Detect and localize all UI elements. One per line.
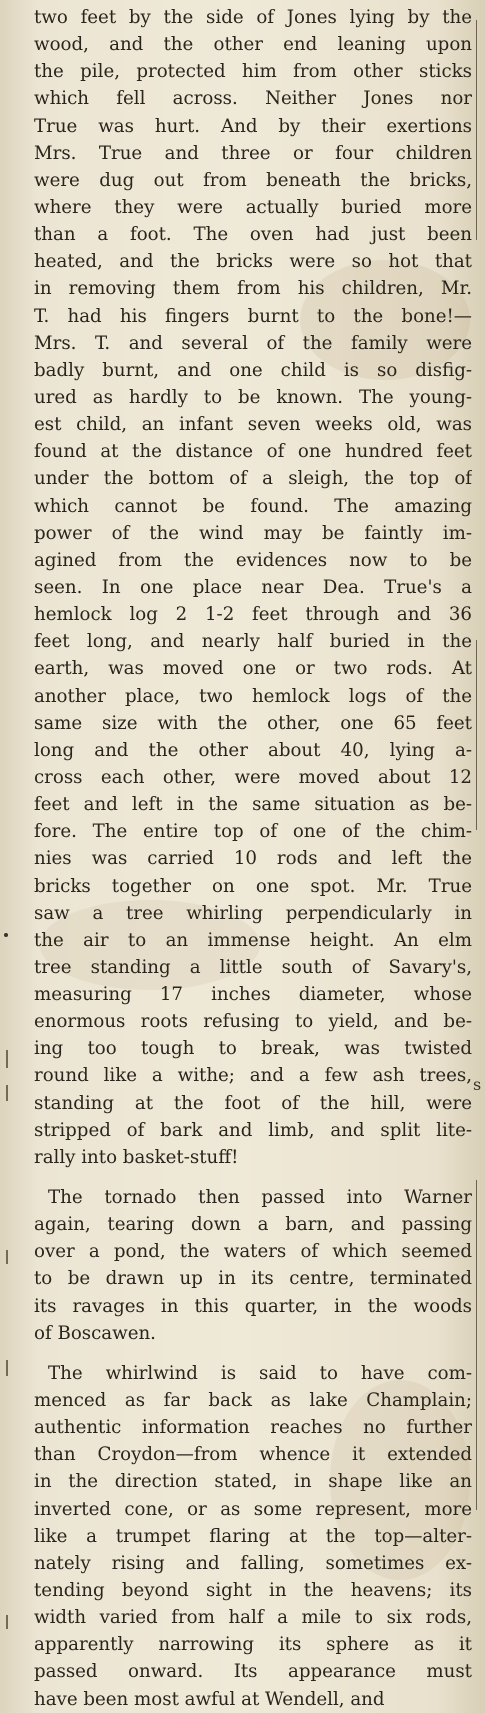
column-rule: [476, 20, 477, 240]
paragraph-gap: [34, 1347, 472, 1360]
text-line: hemlock log 2 1-2 feet through and 36: [34, 604, 472, 626]
gutter-mark: [6, 1050, 8, 1068]
text-line: rally into basket-stuff!: [34, 1146, 239, 1168]
text-line: than a foot. The oven had just been: [34, 224, 472, 246]
text-line: power of the wind may be faintly im-: [34, 522, 472, 544]
text-line: two feet by the side of Jones lying by the: [34, 7, 472, 28]
text-line: The whirlwind is said to have com-: [48, 1362, 472, 1384]
text-line: authentic information reaches no further: [34, 1417, 472, 1439]
text-line: measuring 17 inches diameter, whose: [34, 984, 472, 1006]
text-line: ing too tough to break, was twisted: [34, 1038, 472, 1060]
text-line: cross each other, were moved about 12: [34, 766, 472, 788]
paragraph: [34, 4, 472, 1171]
text-line: like a trumpet flaring at the top—alter-: [34, 1525, 472, 1547]
text-line: which fell across. Neither Jones nor: [34, 88, 472, 110]
text-line: wood, and the other end leaning upon: [34, 34, 472, 56]
text-line: apparently narrowing its sphere as it: [34, 1634, 472, 1656]
text-line: which cannot be found. The amazing: [34, 495, 472, 517]
margin-glyph: s: [473, 1075, 482, 1094]
text-line: heated, and the bricks were so hot that: [34, 251, 472, 273]
text-line: over a pond, the waters of which seemed: [34, 1241, 472, 1263]
text-line: ured as hardly to be known. The young-: [34, 386, 472, 408]
text-line: True was hurt. And by their exertions: [34, 115, 472, 137]
text-line: in the direction stated, in shape like an: [34, 1471, 472, 1493]
text-line: standing at the foot of the hill, were: [34, 1092, 472, 1114]
text-line: were dug out from beneath the bricks,: [34, 169, 472, 191]
text-line: est child, an infant seven weeks old, was: [34, 414, 472, 436]
column-rule: [476, 640, 477, 830]
text-line: in removing them from his children, Mr.: [34, 278, 472, 300]
text-line: to be drawn up in its centre, terminated: [34, 1268, 472, 1290]
text-line: nately rising and falling, sometimes ex-: [34, 1552, 472, 1574]
gutter-mark: [6, 1360, 8, 1376]
gutter-mark: [6, 1250, 8, 1264]
paragraph: [34, 1360, 472, 1713]
text-line: seen. In one place near Dea. True's a: [34, 576, 472, 598]
text-line: passed onward. Its appearance must: [34, 1661, 472, 1683]
text-line: badly burnt, and one child is so disfig-: [34, 359, 472, 381]
text-line: of Boscawen.: [34, 1322, 156, 1344]
text-line: bricks together on one spot. Mr. True: [34, 875, 472, 897]
article-column: [34, 4, 472, 1710]
text-line: fore. The entire top of one of the chim-: [34, 821, 472, 843]
text-line: The tornado then passed into Warner: [48, 1187, 472, 1209]
text-line: again, tearing down a barn, and passing: [34, 1214, 472, 1236]
text-line: feet long, and nearly half buried in the: [34, 631, 472, 653]
gutter-mark: [6, 1615, 8, 1629]
text-line: saw a tree whirling perpendicularly in: [34, 902, 472, 924]
text-line: its ravages in this quarter, in the woods: [34, 1295, 472, 1317]
text-line: tending beyond sight in the heavens; its: [34, 1580, 472, 1602]
column-rule: [476, 1180, 477, 1510]
text-line: than Croydon—from whence it extended: [34, 1444, 472, 1466]
text-line: tree standing a little south of Savary's,: [34, 956, 472, 978]
paragraph: [34, 1184, 472, 1347]
text-line: width varied from half a mile to six rods,: [34, 1607, 472, 1629]
text-line: have been most awful at Wendell, and: [34, 1688, 385, 1710]
text-line: inverted cone, or as some represent, more: [34, 1498, 472, 1520]
text-line: round like a withe; and a few ash trees,: [34, 1065, 472, 1087]
text-line: T. had his fingers burnt to the bone!—: [34, 305, 472, 327]
text-line: Mrs. T. and several of the family were: [34, 332, 472, 354]
paragraph-gap: [34, 1171, 472, 1184]
text-line: enormous roots refusing to yield, and be-: [34, 1011, 472, 1033]
text-line: nies was carried 10 rods and left the: [34, 848, 472, 870]
text-line: another place, two hemlock logs of the: [34, 685, 472, 707]
gutter-mark: [6, 1085, 8, 1101]
text-line: menced as far back as lake Champlain;: [34, 1390, 472, 1412]
text-line: feet and left in the same situation as be-: [34, 794, 472, 816]
margin-dot: [4, 933, 8, 937]
text-line: same size with the other, one 65 feet: [34, 712, 472, 734]
text-line: agined from the evidences now to be: [34, 549, 472, 571]
text-line: under the bottom of a sleigh, the top of: [34, 468, 472, 490]
text-line: found at the distance of one hundred feet: [34, 441, 472, 463]
text-line: the air to an immense height. An elm: [34, 929, 472, 951]
text-line: earth, was moved one or two rods. At: [34, 658, 472, 680]
text-line: where they were actually buried more: [34, 196, 472, 218]
text-line: stripped of bark and limb, and split lite-: [34, 1119, 472, 1141]
text-line: the pile, protected him from other sticks: [34, 61, 472, 83]
text-line: long and the other about 40, lying a-: [34, 739, 472, 761]
text-line: Mrs. True and three or four children: [34, 142, 472, 164]
